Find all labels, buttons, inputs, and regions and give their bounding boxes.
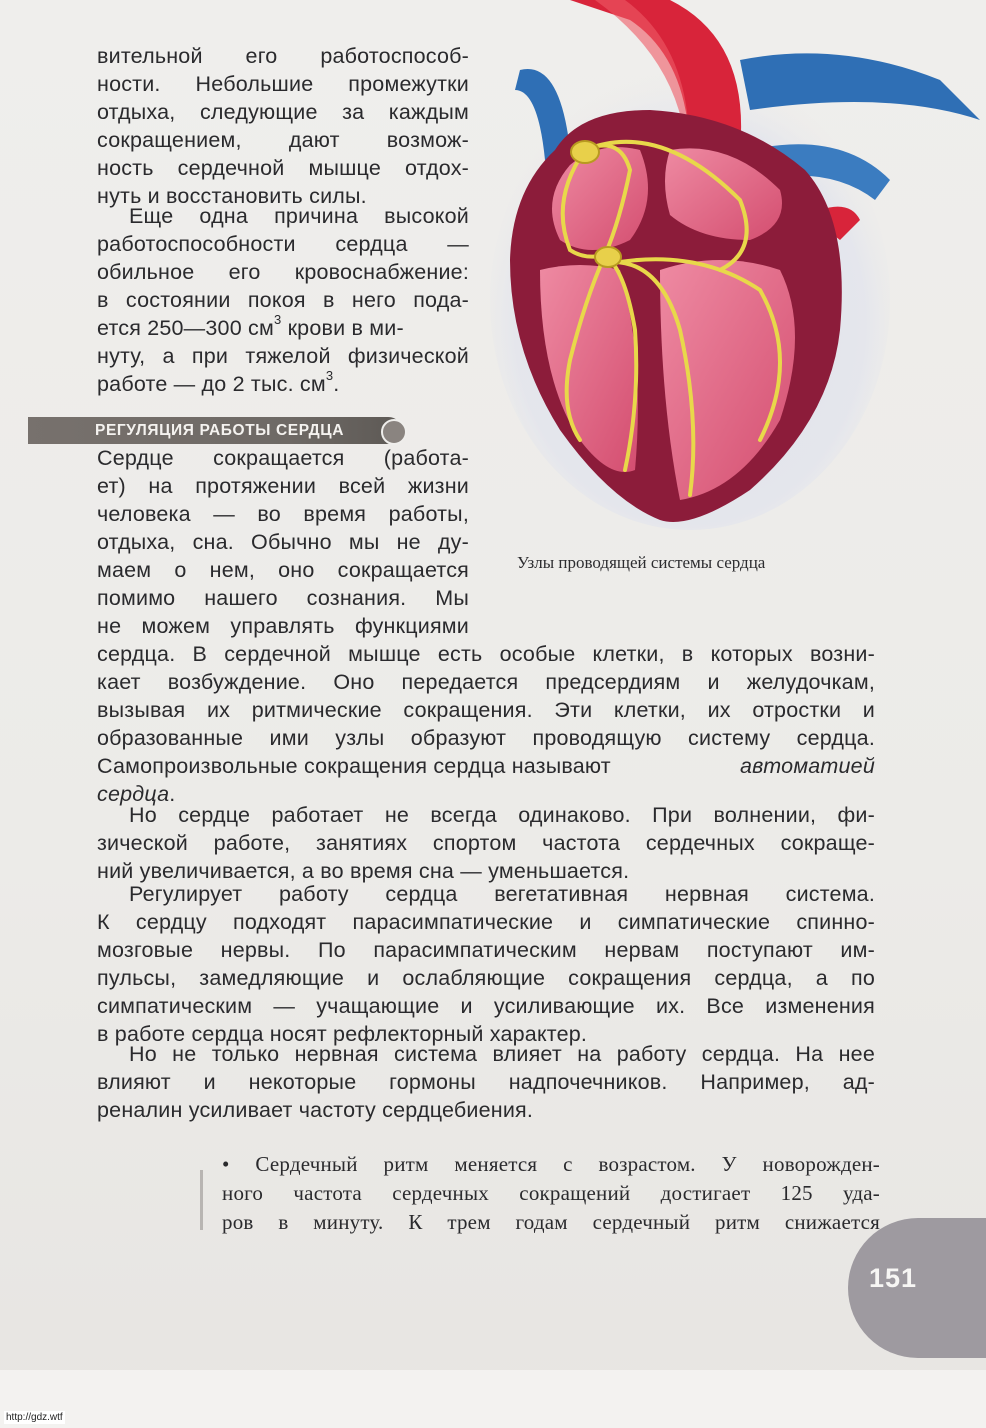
text-line: К сердцу подходят парасимпатические и симпатические спинно- bbox=[97, 910, 875, 934]
section-heading-marker bbox=[381, 419, 407, 445]
note-sidebar-rule bbox=[200, 1170, 203, 1230]
term-automatism: автоматией bbox=[739, 754, 875, 778]
text-line bbox=[97, 311, 469, 342]
text-line: Но сердце работает не всегда одинаково. При волнении, фи- bbox=[129, 803, 875, 827]
text-fragment: крови в ми- bbox=[281, 316, 404, 340]
text-line: в состоянии покоя в него пода- bbox=[97, 288, 469, 312]
text-line: сокращением, дают возмож- bbox=[97, 128, 469, 152]
age-note bbox=[222, 1150, 880, 1237]
text-line bbox=[97, 367, 469, 398]
atrioventricular-node bbox=[595, 247, 621, 267]
text-line: ного частота сердечных сокращений достигает 125 уда- bbox=[222, 1181, 880, 1205]
text-line: сердца. В сердечной мышце есть особые клетки, в которых возни- bbox=[97, 642, 875, 666]
text-line: нуту, а при тяжелой физической bbox=[97, 344, 469, 368]
text-line: вызывая их ритмические сокращения. Эти клетки, их отростки и bbox=[97, 698, 875, 722]
text-line: не можем управлять функциями bbox=[97, 614, 469, 638]
text-line: Еще одна причина высокой bbox=[129, 204, 469, 228]
workload-paragraph bbox=[97, 801, 875, 885]
text-line: зической работе, занятиях спортом частота сердечных сокраще- bbox=[97, 831, 875, 855]
text-fragment: работе — до 2 тыс. см bbox=[97, 372, 326, 396]
text-fragment: . bbox=[169, 782, 176, 806]
hormone-paragraph bbox=[97, 1040, 875, 1124]
text-line: ность сердечной мышце отдох- bbox=[97, 156, 469, 180]
text-line: отдыха, сна. Обычно мы не ду- bbox=[97, 530, 469, 554]
text-line: нуть и восстановить силы. bbox=[97, 184, 367, 208]
heart-conduction-illustration bbox=[420, 0, 986, 560]
regulation-intro-paragraph bbox=[97, 444, 469, 640]
text-line: кает возбуждение. Оно передается предсердиям и желудочкам, bbox=[97, 670, 875, 694]
text-fragment: Самопроизвольные сокращения сердца называют bbox=[97, 754, 611, 778]
term-heart: сердца bbox=[97, 782, 170, 806]
text-line: ности. Небольшие промежутки bbox=[97, 72, 469, 96]
text-line: ний увеличивается, а во время сна — уменьшается. bbox=[97, 859, 630, 883]
text-line: ет) на протяжении всей жизни bbox=[97, 474, 469, 498]
text-line: вительной его работоспособ- bbox=[97, 44, 469, 68]
section-heading: РЕГУЛЯЦИЯ РАБОТЫ СЕРДЦА bbox=[95, 422, 345, 439]
text-line: обильное его кровоснабжение: bbox=[97, 260, 469, 284]
watermark-link[interactable]: http://gdz.wtf bbox=[6, 1412, 63, 1423]
conduction-paragraph bbox=[97, 640, 875, 808]
text-line: Регулирует работу сердца вегетативная нервная система. bbox=[129, 882, 875, 906]
intro-paragraph bbox=[97, 42, 469, 210]
text-line: Сердце сокращается (работа- bbox=[97, 446, 469, 470]
text-fragment: . bbox=[333, 372, 340, 396]
text-line: в работе сердца носят рефлекторный характер. bbox=[97, 1022, 588, 1046]
text-line: мозговые нервы. По парасимпатическим нервам поступают им- bbox=[97, 938, 875, 962]
text-line: маем о нем, оно сокращается bbox=[97, 558, 469, 582]
text-line: помимо нашего сознания. Мы bbox=[97, 586, 469, 610]
superscript: 3 bbox=[273, 311, 282, 327]
text-line: человека — во время работы, bbox=[97, 502, 469, 526]
page-number: 151 bbox=[869, 1263, 918, 1293]
text-line bbox=[97, 752, 875, 780]
superscript: 3 bbox=[325, 367, 334, 383]
text-fragment: ется 250—300 см bbox=[97, 316, 274, 340]
text-line: реналин усиливает частоту сердцебиения. bbox=[97, 1098, 534, 1122]
text-line: ров в минуту. К трем годам сердечный ритм снижается bbox=[222, 1210, 880, 1234]
text-line: пульсы, замедляющие и ослабляющие сокращения сердца, а по bbox=[97, 966, 875, 990]
text-line: отдыха, следующие за каждым bbox=[97, 100, 469, 124]
text-line: работоспособности сердца — bbox=[97, 232, 469, 256]
blood-supply-paragraph bbox=[97, 202, 469, 398]
text-line: влияют и некоторые гормоны надпочечников. Например, ад- bbox=[97, 1070, 875, 1094]
nervous-regulation-paragraph bbox=[97, 880, 875, 1048]
sinoatrial-node bbox=[571, 141, 599, 163]
text-line: Но не только нервная система влияет на работу сердца. На нее bbox=[129, 1042, 875, 1066]
page-bottom-margin bbox=[0, 1370, 986, 1428]
text-line: • Сердечный ритм меняется с возрастом. У новорожден- bbox=[222, 1152, 880, 1176]
text-line: симпатическим — учащающие и усиливающие их. Все изменения bbox=[97, 994, 875, 1018]
figure-caption: Узлы проводящей системы сердца bbox=[517, 553, 766, 572]
text-line: образованные ими узлы образуют проводящую систему сердца. bbox=[97, 726, 875, 750]
